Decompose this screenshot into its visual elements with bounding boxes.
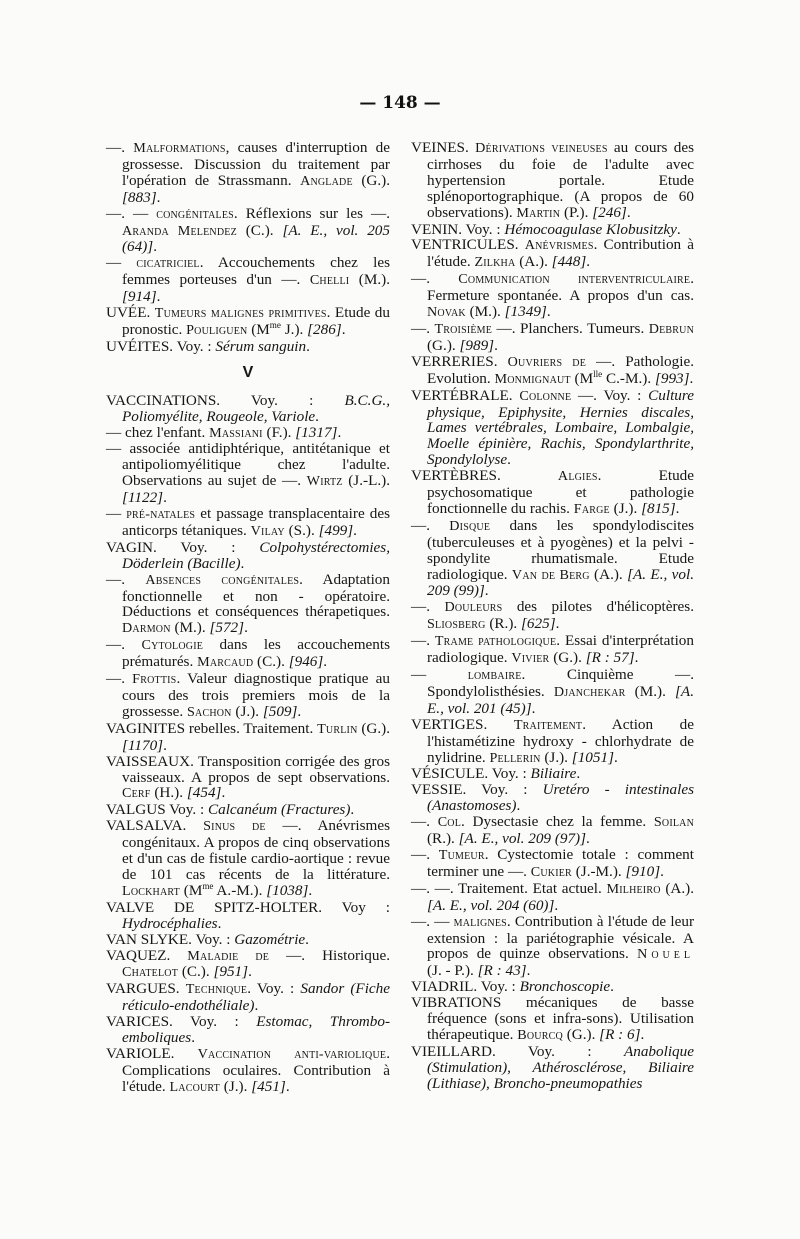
index-entry: VACCINATIONS. Voy. : B.C.G., Poliomyélite, Rougeole, Variole.: [106, 391, 390, 425]
index-entry: VAQUEZ. Maladie de —. Historique. Chatelot (C.). [951].: [106, 946, 390, 981]
index-entry: — associée antidiphtérique, antitétanique et antipoliomyélitique chez l'adulte. Observations au sujet de —. Wirtz (J.-L.). [1122].: [106, 440, 390, 507]
index-entry: VENTRICULES. Anévrismes. Contribution à l'étude. Zilkha (A.). [448].: [411, 236, 694, 271]
index-entry: VARIOLE. Vaccination anti-variolique. Complications oculaires. Contribution à l'étude. Lacourt (J.). [451].: [106, 1044, 390, 1095]
index-entry: — pré-natales et passage transplacentaire des anticorps tétaniques. Vilay (S.). [499].: [106, 505, 390, 539]
index-entry: UVÉE. Tumeurs malignes primitives. Etude du pronostic. Pouliguen ($M^{me}$ J.). [286].: [106, 304, 390, 338]
section-letter: V: [242, 363, 254, 381]
index-entry: —. —. Traitement. Etat actuel. Milheiro (A.). [A. E., vol. 204 (60)].: [411, 879, 694, 914]
index-entry: —. Douleurs des pilotes d'hélicoptères. Sliosberg (R.). [625].: [411, 598, 694, 633]
index-entry: —. Disque dans les spondylodiscites (tuberculeuses et à pyogènes) et la pelvi - spondylite rhumatismale. Etude radiologique. Van de Berg (A.). [A. E., vol. 209 (99)].: [411, 516, 694, 600]
index-entry: — chez l'enfant. Massiani (F.). [1317].: [106, 423, 342, 441]
index-entry: UVÉITES. Voy. : Sérum sanguin.: [106, 337, 310, 355]
index-entry: —. — congénitales. Réflexions sur les —. Aranda Melendez (C.). [A. E., vol. 205 (64)].: [106, 204, 391, 256]
index-entry: VARGUES. Technique. Voy. : Sandor (Fiche réticulo-endothéliale).: [106, 980, 390, 1015]
index-entry: VERTÉBRALE. Colonne —. Voy. : Culture physique, Epiphysite, Hernies discales, Lames vertébrales, Lombaire, Lombalgie, Moelle épinière, Rachis, Spondylarthrite, Spondylolyse.: [411, 386, 694, 469]
index-entry: VERTIGES. Traitement. Action de l'histamétizine hydroxy - chlorhydrate de nylidrine. Pellerin (J.). [1051].: [411, 715, 694, 766]
index-entry: VEINES. Dérivations veineuses au cours des cirrhoses du foie de l'adulte avec hypertension portale. Etude splénoportographique. (A propos de 60 observations). Martin (P.). [246].: [411, 139, 694, 221]
index-entry: —. Troisième —. Planchers. Tumeurs. Debrun (G.). [989].: [411, 319, 694, 354]
index-entry: —. Col. Dysectasie chez la femme. Soilan (R.). [A. E., vol. 209 (97)].: [411, 813, 695, 848]
index-entry: —. Malformations, causes d'interruption de grossesse. Discussion du traitement par l'opération de Strassmann. Anglade (G.). [883].: [106, 139, 390, 206]
index-entry: VALGUS Voy. : Calcanéum (Fractures).: [106, 801, 355, 819]
index-entry: —. — malignes. Contribution à l'étude de leur extension : la pariétographie vésicale. A propos de quinze observations. Nouel (J. - P.). [R : 43].: [411, 912, 695, 980]
index-entry: VALVE DE SPITZ-HOLTER. Voy : Hydrocéphalies.: [106, 898, 390, 932]
index-entry: VÉSICULE. Voy. : Biliaire.: [411, 765, 581, 783]
index-entry: VESSIE. Voy. : Uretéro - intestinales (Anastomoses).: [411, 781, 694, 815]
index-entry: VAISSEAUX. Transposition corrigée des gros vaisseaux. A propos de sept observations. Cerf (H.). [454].: [106, 752, 390, 802]
index-entry: VALSALVA. Sinus de —. Anévrismes congénitaux. A propos de cinq observations et d'un cas de fistule cardio-aortique : revue de 101 cas récents de la littérature. Lockhart ($M^{me}$ A.-M.). [1038].: [106, 817, 390, 899]
index-entry: VIBRATIONS mécaniques de basse fréquence (sons et infra-sons). Utilisation thérapeutique. Bourcq (G.). [R : 6].: [411, 994, 694, 1043]
index-entry: —. Communication interventriculaire. Fermeture spontanée. A propos d'un cas. Novak (M.). [1349].: [411, 270, 694, 321]
index-entry: VIADRIL. Voy. : Bronchoscopie.: [411, 978, 614, 996]
index-entry: VAGIN. Voy. : Colpohystérectomies, Döderlein (Bacille).: [106, 538, 390, 572]
index-entry: VENIN. Voy. : Hémocoagulase Klobusitzky.: [411, 220, 681, 238]
index-entry: VAGINITES rebelles. Traitement. Turlin (G.). [1170].: [106, 719, 390, 754]
index-entry: —. Trame pathologique. Essai d'interprétation radiologique. Vivier (G.). [R : 57].: [411, 632, 694, 667]
index-entry: —. Frottis. Valeur diagnostique pratique au cours des trois premiers mois de la grossesse. Sachon (J.). [509].: [106, 670, 391, 720]
index-entry: —. Absences congénitales. Adaptation fonctionnelle et non - opératoire. Déductions et conséquences thérapetiques. Darmon (M.). [572].: [106, 570, 390, 637]
page-number: — 148 —: [359, 93, 441, 113]
index-entry: —. Tumeur. Cystectomie totale : comment terminer une —. Cukier (J.-M.). [910].: [411, 845, 694, 880]
index-entry: VAN SLYKE. Voy. : Gazométrie.: [106, 930, 309, 948]
index-entry: VARICES. Voy. : Estomac, Thrombo-emboliques.: [106, 1013, 390, 1047]
right-column: [411, 140, 694, 1092]
index-entry: — lombaire. Cinquième —. Spondylolisthésies. Djanchekar (M.). [A. E., vol. 201 (45)].: [411, 666, 694, 717]
index-entry: VERRERIES. Ouvriers de —. Pathologie. Evolution. Monmignaut ($M^{lle}$ C.-M.). [993].: [411, 352, 694, 387]
index-entry: VIEILLARD. Voy. : Anabolique (Stimulation), Athérosclérose, Biliaire (Lithiase), Broncho-pneumopathies: [411, 1042, 694, 1092]
index-entry: —. Cytologie dans les accouchements prématurés. Marcaud (C.). [946].: [106, 636, 390, 671]
index-entry: VERTÈBRES. Algies. Etude psychosomatique et pathologie fonctionnelle du rachis. Farge (J.). [815].: [411, 467, 694, 517]
index-entry: — cicatriciel. Accouchements chez les femmes porteuses d'un —. Chelli (M.). [914].: [106, 254, 390, 306]
left-column: [106, 140, 390, 1096]
